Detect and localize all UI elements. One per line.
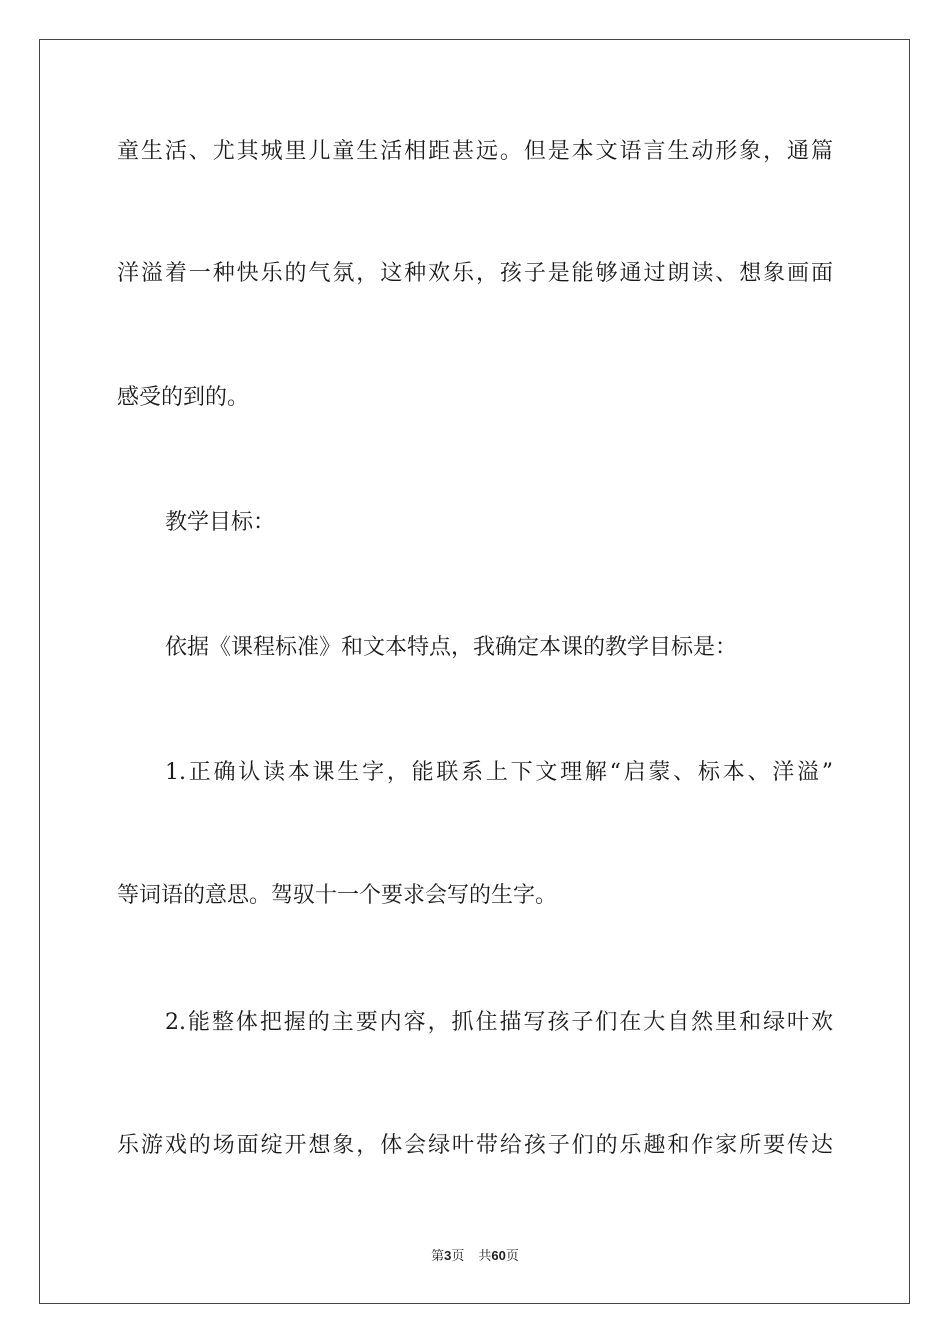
body-line-5: 依据《课程标准》和文本特点，我确定本课的教学目标是：	[165, 635, 738, 660]
page-footer	[0, 1247, 950, 1266]
goal-2-line-1: 2.能整体把握的主要内容，抓住描写孩子们在大自然里和绿叶欢	[165, 1010, 833, 1035]
footer-page-number: 3	[444, 1248, 452, 1263]
footer-total-prefix: 共	[478, 1249, 492, 1264]
footer-page-suffix: 页	[451, 1249, 465, 1264]
goal-1-line-1: 1.正确认读本课生字，能联系上下文理解“启蒙、标本、洋溢”	[165, 760, 833, 785]
footer-page-prefix: 第	[431, 1249, 445, 1264]
page-frame	[39, 39, 910, 1304]
body-line-1: 童生活、尤其城里儿童生活相距甚远。但是本文语言生动形象，通篇	[117, 139, 833, 164]
body-line-2: 洋溢着一种快乐的气氛，这种欢乐，孩子是能够通过朗读、想象画面	[117, 261, 833, 286]
body-line-3: 感受的到的。	[117, 385, 250, 410]
section-heading: 教学目标：	[165, 510, 276, 535]
goal-1-line-2: 等词语的意思。驾驭十一个要求会写的生字。	[117, 883, 558, 908]
footer-total-suffix: 页	[505, 1249, 519, 1264]
footer-total-pages: 60	[491, 1248, 506, 1263]
goal-2-line-2: 乐游戏的场面绽开想象，体会绿叶带给孩子们的乐趣和作家所要传达	[117, 1133, 833, 1158]
